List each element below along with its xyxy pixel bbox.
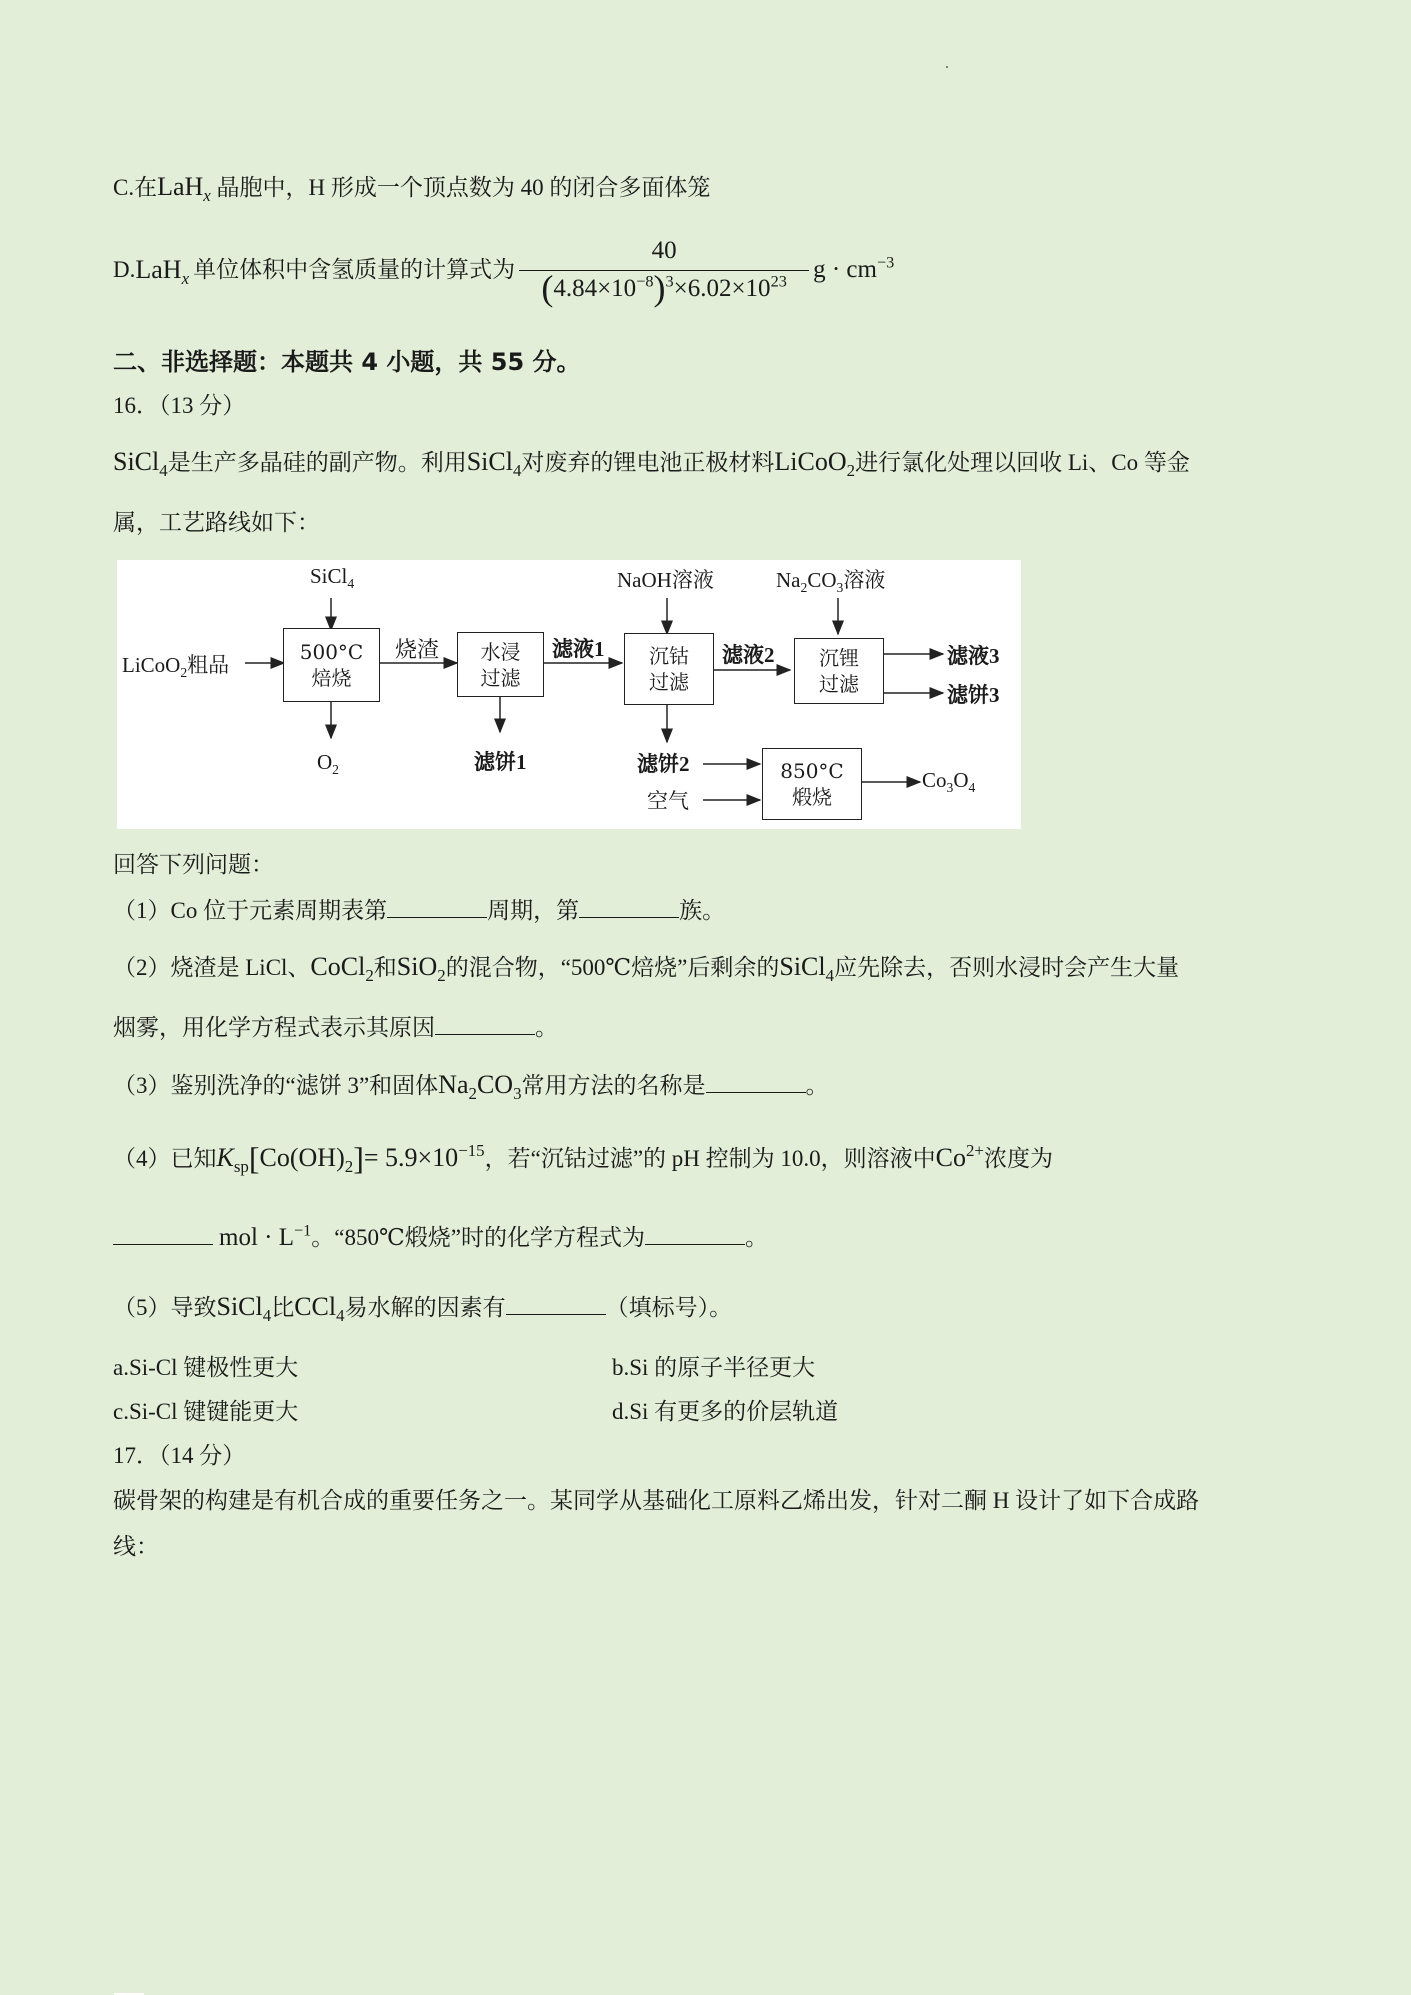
unit: $g \cdot cm^{-3}$ [813,253,895,283]
arrow-label-filtrate-2: 滤液2 [722,643,775,667]
section-title: 二、非选择题：本题共 4 小题，共 55 分。 [113,348,581,376]
answer-blank-method[interactable] [706,1070,806,1093]
q16-sub1: （1）Co 位于元素周期表第 周期，第 族。 [113,895,725,926]
process-flow-diagram [117,560,1021,829]
arrow-label-filtrate-1: 滤液1 [552,637,605,661]
q16-sub4-line2: mol · $L^{-1}$。“850℃煅烧”时的化学方程式为 。 [113,1222,768,1253]
answer-blank-group[interactable] [579,895,679,918]
q16-sub4-line1: （4）已知$K_{sp}[Co(OH)_2]= 5.9\times 10^{-15}$，若“沉钴过滤”的 pH 控制为 10.0，则溶液中$Co^{2+}$浓度为 [113,1140,1053,1176]
product-co3o4: $Co_3O_4$ [922,768,976,795]
arrow-label-slag: 烧渣 [395,637,440,662]
answer-blank-equation[interactable] [435,1012,535,1035]
q16-sub3: （3）鉴别洗净的“滤饼 3”和固体$Na_2CO_3$常用方法的名称是 。 [113,1070,829,1103]
box-cobalt-precip: 沉钴 过滤 [624,633,714,705]
q16-intro-line1: SiCl$_4$是生产多晶硅的副产物。利用SiCl$_4$对废弃的锂电池正极材料LiCoO$_2$进行氯化处理以回收 Li、Co 等金 [113,447,1190,480]
output-filtrate-3: 滤液3 [947,644,1000,668]
q16-sub2-line1: （2）烧渣是 LiCl、CoCl$_2$和SiO$_2$的混合物，“500℃焙烧”后剩余的SiCl$_4$应先除去，否则水浸时会产生大量 [113,952,1180,985]
scan-artifact [946,66,948,68]
input-air: 空气 [647,789,689,813]
choice-c[interactable]: c.Si-Cl 键键能更大 [113,1399,299,1424]
choice-b[interactable]: b.Si 的原子半径更大 [612,1355,816,1380]
fraction [519,236,809,308]
box-water-leach: 水浸 过滤 [457,632,544,697]
output-filter-cake-1: 滤饼1 [474,750,527,774]
input-na2co3: $Na_2CO_3$溶液 [776,568,886,595]
fraction-numerator: 40 [519,236,809,271]
choice-d[interactable]: d.Si 有更多的价层轨道 [612,1399,839,1424]
option-c-text: 晶胞中，H 形成一个顶点数为 40 的闭合多面体笼 [216,175,711,200]
option-d [113,236,895,308]
input-sicl4: SiCl$_4$ [310,564,355,591]
fraction-denominator: $(4.84\times 10^{-8})^3\times 6.02\times 10^{23}$ [541,268,787,308]
q16-sub2-line2: 烟雾，用化学方程式表示其原因 。 [113,1012,558,1043]
answer-blank-calcination-equation[interactable] [645,1222,745,1245]
box-lithium-precip: 沉锂 过滤 [794,638,884,704]
choice-a[interactable]: a.Si-Cl 键极性更大 [113,1355,299,1380]
q16-header: 16．（13 分） [113,393,246,418]
formula-lahx: LaH$_x$ [157,172,211,205]
box-calcination-850: 850°C 煅烧 [762,748,862,820]
q16-sub5: （5）导致SiCl$_4$比CCl$_4$易水解的因素有 （填标号）。 [113,1292,733,1325]
q17-intro-line1: 碳骨架的构建是有机合成的重要任务之一。某同学从基础化工原料乙烯出发，针对二酮 H 设计了如下合成路 [113,1488,1200,1513]
q17-intro-line2: 线： [113,1534,159,1559]
q16-prompt: 回答下列问题： [113,852,274,877]
answer-blank-factors[interactable] [506,1292,606,1315]
flow-arrows [117,560,1021,829]
q17-header: 17．（14 分） [113,1443,246,1468]
option-c-label: C.在 [113,175,158,200]
answer-blank-concentration[interactable] [113,1222,213,1245]
output-filter-cake-3: 滤饼3 [947,683,1000,707]
option-d-label: D. [113,257,136,282]
option-c [113,172,710,203]
output-filter-cake-2: 滤饼2 [637,752,690,776]
output-o2: $O_2$ [317,750,339,777]
ksp-symbol: $K_{sp}$ [216,1143,249,1176]
box-roasting-500: 500°C 焙烧 [283,628,380,702]
q16-intro-line2: 属，工艺路线如下： [113,510,320,535]
input-naoh: NaOH溶液 [617,568,714,592]
answer-blank-period[interactable] [387,895,487,918]
input-licoo2: LiCoO$_2$粗品 [122,653,230,680]
option-d-text: 单位体积中含氢质量的计算式为 [193,257,516,282]
formula-lahx: LaH$_x$ [135,255,190,288]
